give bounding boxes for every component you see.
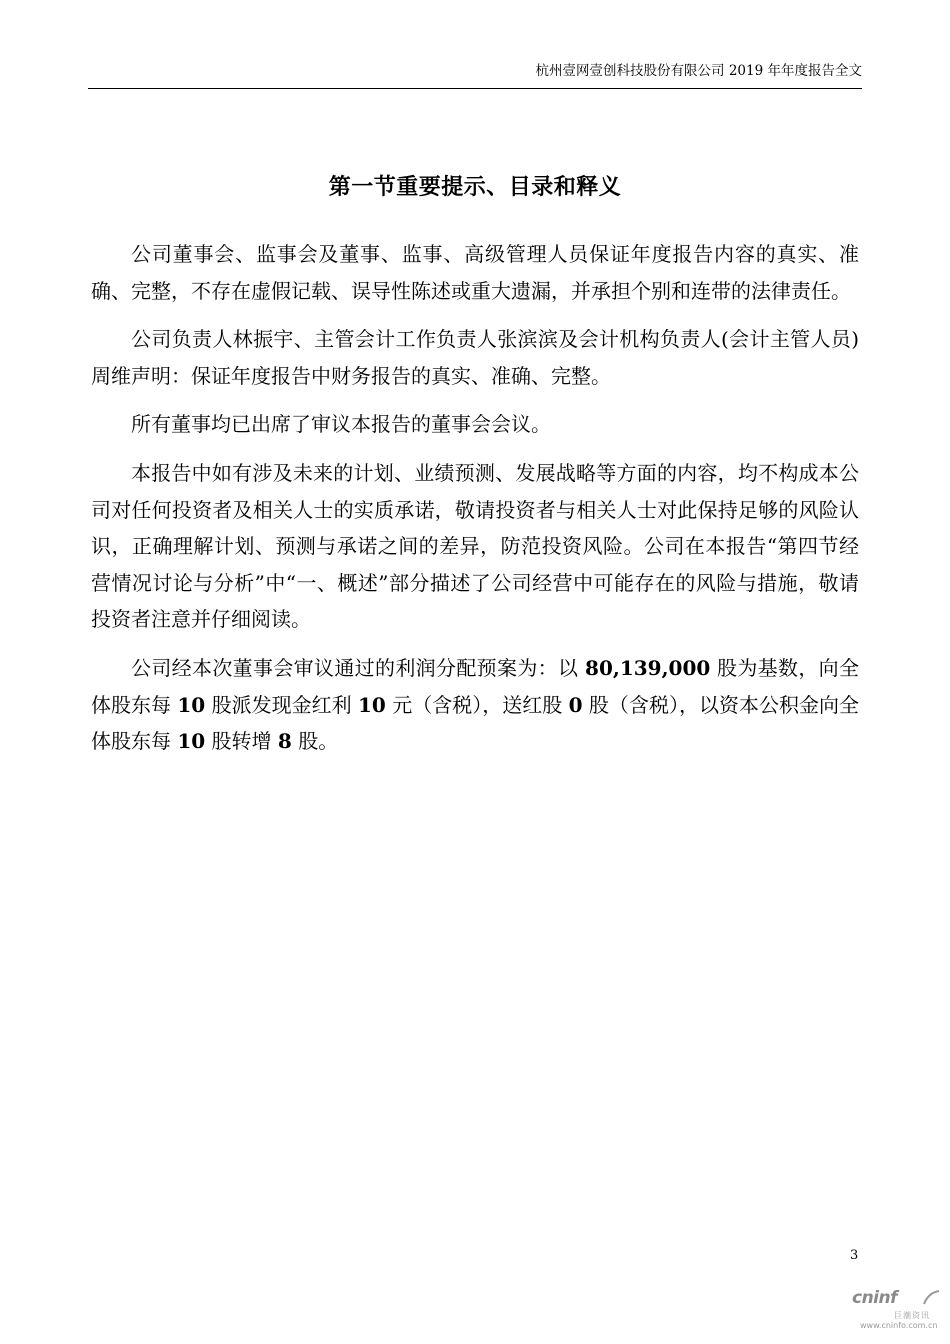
cash-dividend-value: 10 [358,692,386,717]
paragraph-board-guarantee: 公司董事会、监事会及董事、监事、高级管理人员保证年度报告内容的真实、准确、完整，不存在虚假记载、误导性陈述或重大遗漏，并承担个别和连带的法律责任。 [91,242,859,303]
paragraph-forward-looking-risk: 本报告中如有涉及未来的计划、业绩预测、发展战略等方面的内容，均不构成本公司对任何投资者及相关人士的实质承诺，敬请投资者与相关人士对此保持足够的风险认识，正确理解计划、预测与承诺之间的差异，防范投资风险。公司在本报告“第四节经营情况讨论与分析”中“一、概述”部分描述了公司经营中可能存在的风险与措施，敬请投资者注意并仔细阅读。 [91,460,859,632]
per-shares-value-2: 10 [177,729,206,754]
bonus-shares-value: 0 [568,692,583,717]
cninfo-url: www.cninfo.com.cn [860,1321,938,1330]
cninfo-subtitle: 巨潮资讯 [894,1311,930,1320]
section-title: 第一节重要提示、目录和释义 [328,173,622,200]
notice-body [91,236,859,772]
profit-text-1: 公司经本次董事会审议通过的利润分配预案为：以 [131,655,586,680]
profit-text-5: 股（含税），以资本公积金向全体股东每 [91,692,860,754]
per-shares-value: 10 [177,692,206,717]
paragraph-board-attendance: 所有董事均已出席了审议本报告的董事会会议。 [131,412,551,437]
cninfo-brand-text: cninf [852,1288,898,1308]
profit-text-7: 股。 [291,729,339,754]
profit-text-4: 元（含税），送红股 [385,692,569,717]
profit-text-2: 股为基数，向全体股东每 [91,655,860,717]
cninfo-swoosh-icon [922,1290,940,1306]
transfer-shares-value: 8 [277,729,292,754]
base-shares-value: 80,139,000 [585,655,711,680]
running-header-title: 杭州壹网壹创科技股份有限公司 2019 年年度报告全文 [535,63,862,79]
profit-text-3: 股派发现金红利 [205,692,359,717]
header-divider [88,88,862,89]
paragraph-profit-distribution [91,650,859,760]
paragraph-financial-statement: 公司负责人林振宇、主管会计工作负责人张滨滨及会计机构负责人(会计主管人员)周维声明：保证年度报告中财务报告的真实、准确、完整。 [91,327,859,388]
profit-text-6: 股转增 [205,729,278,754]
page-number: 3 [850,1248,859,1263]
cninfo-watermark-logo [846,1288,946,1336]
